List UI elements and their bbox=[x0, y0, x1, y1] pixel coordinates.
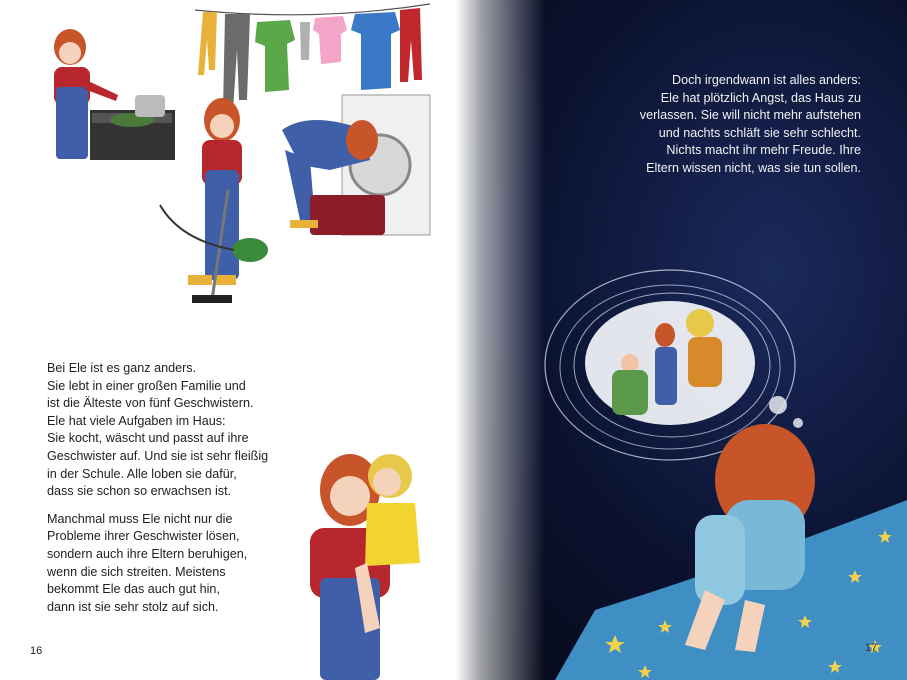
vacuuming-girl-illustration bbox=[150, 90, 280, 320]
page-number-right: 17 bbox=[865, 642, 878, 654]
right-page-text bbox=[561, 72, 861, 188]
right-page bbox=[455, 0, 907, 680]
right-paragraph-1: Doch irgendwann ist alles anders: Ele hat plötzlich Angst, das Haus zu verlassen. Sie will nicht mehr aufstehen und nachts schläft sie sehr schlecht. Nichts macht ihr mehr Freude. Ihre Eltern wissen nicht, was sie tun sollen. bbox=[639, 73, 861, 175]
page-number-left: 16 bbox=[30, 645, 43, 657]
left-page-text bbox=[47, 360, 307, 626]
left-paragraph-1: Bei Ele ist es ganz anders. Sie lebt in einer großen Familie und ist die Älteste von fünf Geschwistern. Ele hat viele Aufgaben im Haus: Sie kocht, wäscht und passt auf ihre Geschwister auf. Und sie ist sehr fleißig in der Schule. Alle loben sie dafür, dass sie schon so erwachsen ist. bbox=[47, 361, 269, 499]
girl-carrying-sibling-illustration bbox=[295, 448, 435, 680]
laundry-girl-illustration bbox=[270, 90, 435, 240]
left-paragraph-2: Manchmal muss Ele nicht nur die Probleme ihrer Geschwister lösen, sondern auch ihre Eltern beruhigen, wenn die sich streiten. Meistens bekommt Ele das auch gut hin, dann ist sie sehr stolz auf sich. bbox=[47, 511, 248, 614]
sad-girl-on-bed-illustration bbox=[555, 420, 907, 680]
